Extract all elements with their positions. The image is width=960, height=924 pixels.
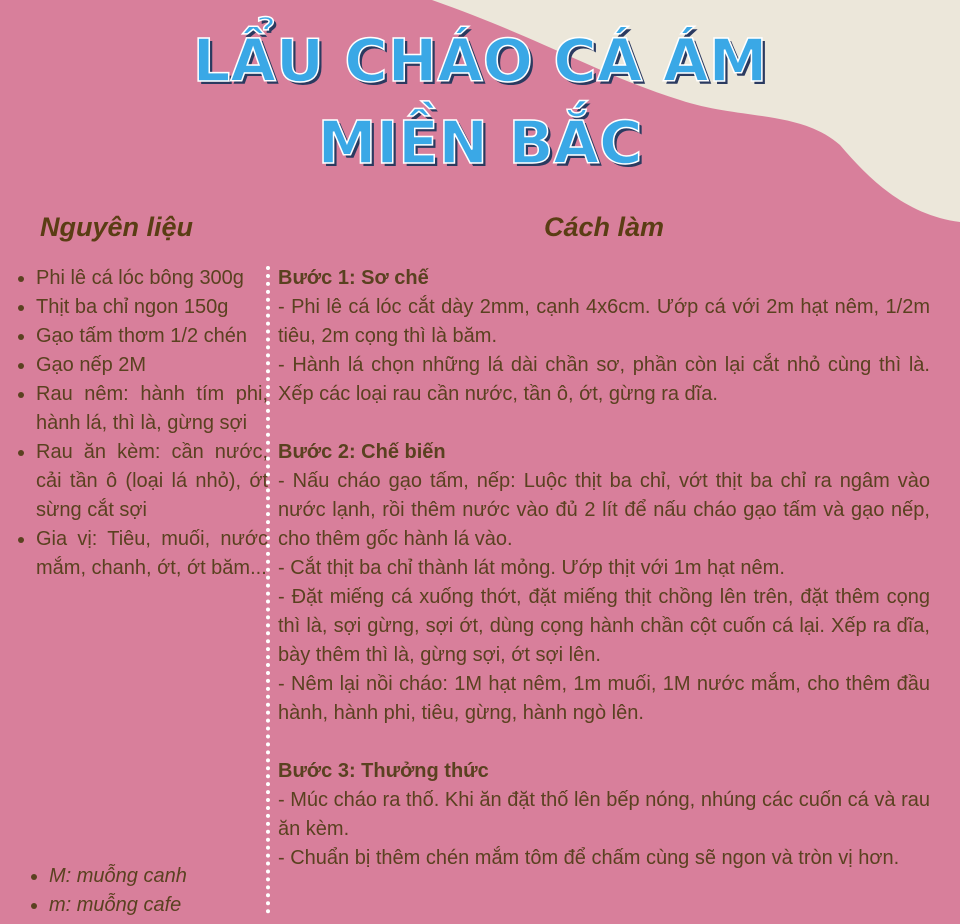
method-heading: Cách làm — [543, 212, 665, 242]
title-line-2: MIỀN BẮC — [317, 108, 643, 177]
ingredient-item: • Gia vị: Tiêu, muối, nước mắm, chanh, ớt, ớt băm... — [36, 525, 268, 583]
step-2-line: - Nêm lại nồi cháo: 1M hạt nêm, 1m muối, 1M nước mắm, cho thêm đầu hành, hành phi, tiêu, gừng, hành ngò lên. — [278, 673, 930, 724]
column-divider — [266, 266, 270, 914]
unit-legend — [30, 862, 187, 920]
title-line-1: LẨU CHÁO CÁ ÁM — [192, 26, 768, 95]
step-2-line: - Đặt miếng cá xuống thớt, đặt miếng thịt chồng lên trên, đặt thêm cọng thì là, sợi gừng, sợi ớt, dùng cọng hành chần cột cuốn cá lại. Xếp ra dĩa, bày thêm thì là, gừng sợi, ớt sợi lên. — [278, 586, 930, 666]
ingredients-heading: Nguyên liệu — [40, 212, 194, 242]
recipe-title — [0, 20, 960, 184]
step-3-title: Bước 3: Thưởng thức — [278, 760, 489, 782]
ingredient-item: • Gạo tấm thơm 1/2 chén — [36, 322, 268, 351]
step-2-line: - Nấu cháo gạo tấm, nếp: Luộc thịt ba chỉ, vớt thịt ba chỉ ra ngâm vào nước lạnh, rồi thêm nước vào đủ 2 lít để nấu cháo gạo tấm và gạo nếp, cho thêm gốc hành lá vào. — [278, 470, 930, 550]
ingredient-item: • Rau nêm: hành tím phi, hành lá, thì là, gừng sợi — [36, 380, 268, 438]
step-1-title: Bước 1: Sơ chế — [278, 267, 429, 289]
method-steps — [278, 264, 930, 873]
ingredient-item: • Rau ăn kèm: cần nước, cải tần ô (loại lá nhỏ), ớt sừng cắt sợi — [36, 438, 268, 525]
ingredient-item: • Gạo nếp 2M — [36, 351, 268, 380]
step-1-line: - Phi lê cá lóc cắt dày 2mm, cạnh 4x6cm. Ướp cá với 2m hạt nêm, 1/2m tiêu, 2m cọng thì là băm. — [278, 296, 930, 347]
step-3-line: - Múc cháo ra thố. Khi ăn đặt thố lên bếp nóng, nhúng các cuốn cá và rau ăn kèm. — [278, 789, 930, 840]
step-1-line: - Hành lá chọn những lá dài chần sơ, phần còn lại cắt nhỏ cùng thì là. Xếp các loại rau cần nước, tần ô, ớt, gừng ra dĩa. — [278, 354, 930, 405]
ingredients-list — [16, 264, 268, 583]
legend-item: • M: muỗng canh — [49, 862, 187, 891]
step-3-line: - Chuẩn bị thêm chén mắm tôm để chấm cùng sẽ ngon và tròn vị hơn. — [278, 847, 900, 869]
ingredient-item: • Phi lê cá lóc bông 300g — [36, 264, 268, 293]
step-2-line: - Cắt thịt ba chỉ thành lát mỏng. Ướp thịt với 1m hạt nêm. — [278, 557, 785, 579]
step-2-title: Bước 2: Chế biến — [278, 441, 446, 463]
legend-item: • m: muỗng cafe — [49, 891, 187, 920]
ingredient-item: • Thịt ba chỉ ngon 150g — [36, 293, 268, 322]
